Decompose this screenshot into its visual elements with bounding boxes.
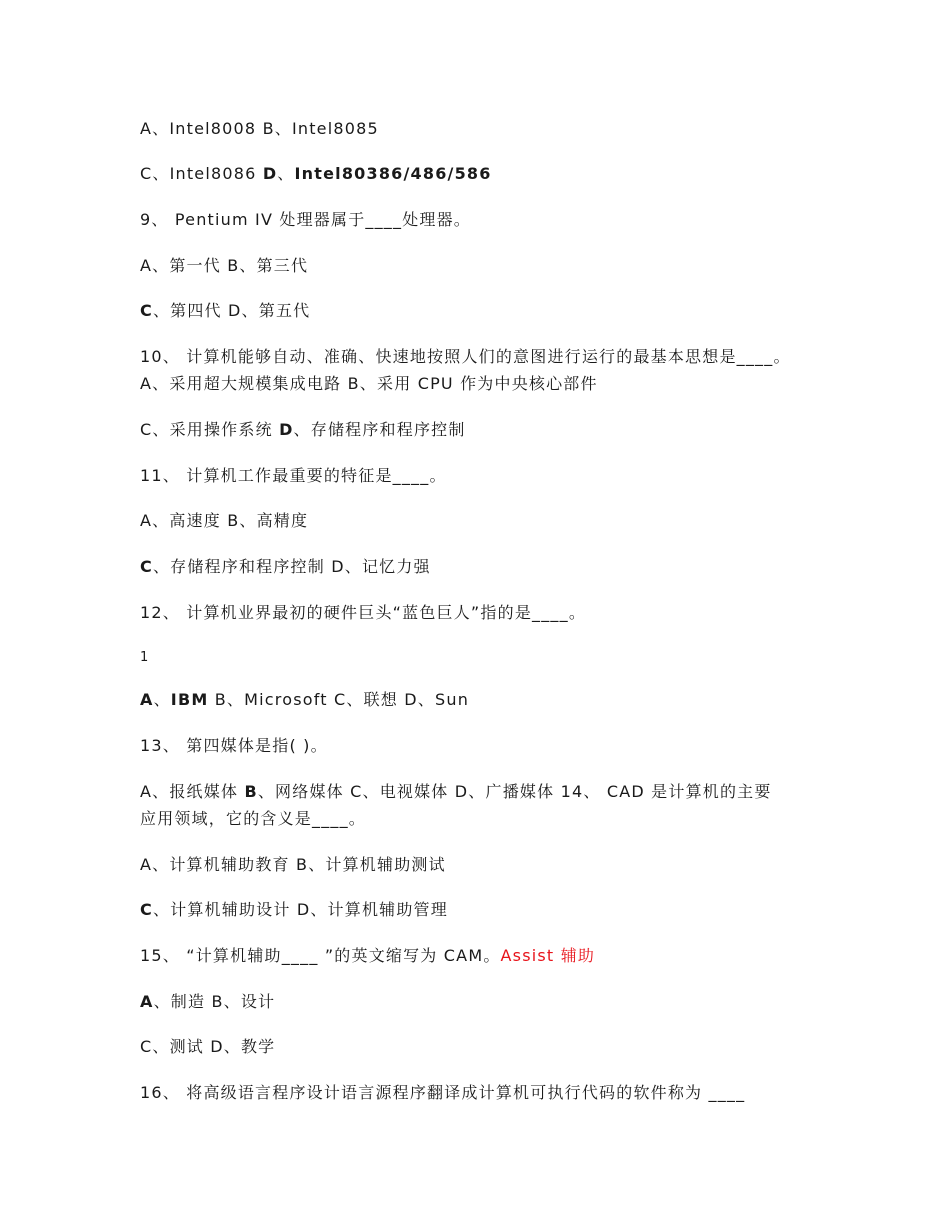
text-segment: A、采用超大规模集成电路 B、采用 CPU 作为中央核心部件 bbox=[140, 374, 598, 393]
text-segment: C、测试 D、教学 bbox=[140, 1037, 276, 1056]
text-segment: C、采用操作系统 bbox=[140, 420, 280, 439]
bold-answer: Intel80386/486/586 bbox=[294, 164, 492, 183]
text-segment: A、Intel8008 B、Intel8085 bbox=[140, 119, 379, 138]
line-17 bbox=[140, 807, 366, 831]
text-segment: 11、 计算机工作最重要的特征是____。 bbox=[140, 466, 447, 485]
question-10 bbox=[140, 345, 791, 369]
question-12 bbox=[140, 601, 586, 625]
bold-answer: D bbox=[262, 164, 278, 183]
question-9 bbox=[140, 208, 471, 232]
line-2 bbox=[140, 162, 492, 186]
text-segment: A、报纸媒体 bbox=[140, 782, 245, 801]
bold-answer: A bbox=[140, 992, 154, 1011]
text-segment: B、Microsoft C、联想 D、Sun bbox=[208, 690, 470, 709]
line-21 bbox=[140, 990, 275, 1014]
text-segment: 16、 将高级语言程序设计语言源程序翻译成计算机可执行代码的软件称为 ____ bbox=[140, 1083, 746, 1102]
bold-answer: D bbox=[279, 420, 294, 439]
line-7 bbox=[140, 372, 598, 396]
bold-answer: C bbox=[140, 557, 153, 576]
line-14 bbox=[140, 688, 469, 712]
text-segment: 9、 Pentium IV 处理器属于____处理器。 bbox=[140, 210, 472, 229]
text-segment: 10、 计算机能够自动、准确、快速地按照人们的意图进行运行的最基本思想是____。 bbox=[140, 347, 791, 366]
bold-answer: C bbox=[140, 301, 153, 320]
text-segment: 、存储程序和程序控制 D、记忆力强 bbox=[152, 557, 431, 576]
text-segment: A、高速度 B、高精度 bbox=[140, 511, 309, 530]
line-8 bbox=[140, 418, 466, 442]
bold-answer: IBM bbox=[170, 690, 209, 709]
text-segment: 、制造 B、设计 bbox=[153, 992, 276, 1011]
line-22 bbox=[140, 1035, 275, 1059]
line-16 bbox=[140, 780, 772, 804]
line-4 bbox=[140, 254, 308, 278]
text-segment: 、计算机辅助设计 D、计算机辅助管理 bbox=[152, 900, 448, 919]
text-segment: 、网络媒体 C、电视媒体 D、广播媒体 14、 CAD 是计算机的主要 bbox=[257, 782, 772, 801]
bold-answer: A bbox=[140, 690, 154, 709]
line-1 bbox=[140, 117, 379, 141]
page-number bbox=[140, 644, 149, 670]
line-11 bbox=[140, 555, 431, 579]
text-segment: 、存储程序和程序控制 bbox=[293, 420, 466, 439]
line-19 bbox=[140, 898, 448, 922]
line-10 bbox=[140, 509, 308, 533]
line-5 bbox=[140, 299, 310, 323]
text-segment: 、第四代 D、第五代 bbox=[152, 301, 311, 320]
bold-answer: B bbox=[244, 782, 258, 801]
text-segment: 、 bbox=[277, 164, 295, 183]
question-15 bbox=[140, 944, 595, 968]
text-segment: A、第一代 B、第三代 bbox=[140, 256, 309, 275]
text-segment: 13、 第四媒体是指( )。 bbox=[140, 736, 328, 755]
question-13 bbox=[140, 734, 328, 758]
page-number-text: 1 bbox=[140, 650, 150, 665]
text-segment: A、计算机辅助教育 B、计算机辅助测试 bbox=[140, 855, 446, 874]
text-segment: 应用领域，它的含义是____。 bbox=[140, 809, 367, 828]
text-segment: 15、 “计算机辅助____ ”的英文缩写为 CAM。 bbox=[140, 946, 501, 965]
line-18 bbox=[140, 853, 446, 877]
question-11 bbox=[140, 464, 447, 488]
red-annotation: Assist 辅助 bbox=[500, 946, 596, 965]
text-segment: 12、 计算机业界最初的硬件巨头“蓝色巨人”指的是____。 bbox=[140, 603, 587, 622]
text-segment: 、 bbox=[153, 690, 171, 709]
question-16 bbox=[140, 1081, 745, 1105]
bold-answer: C bbox=[140, 900, 153, 919]
text-segment: C、Intel8086 bbox=[140, 164, 263, 183]
